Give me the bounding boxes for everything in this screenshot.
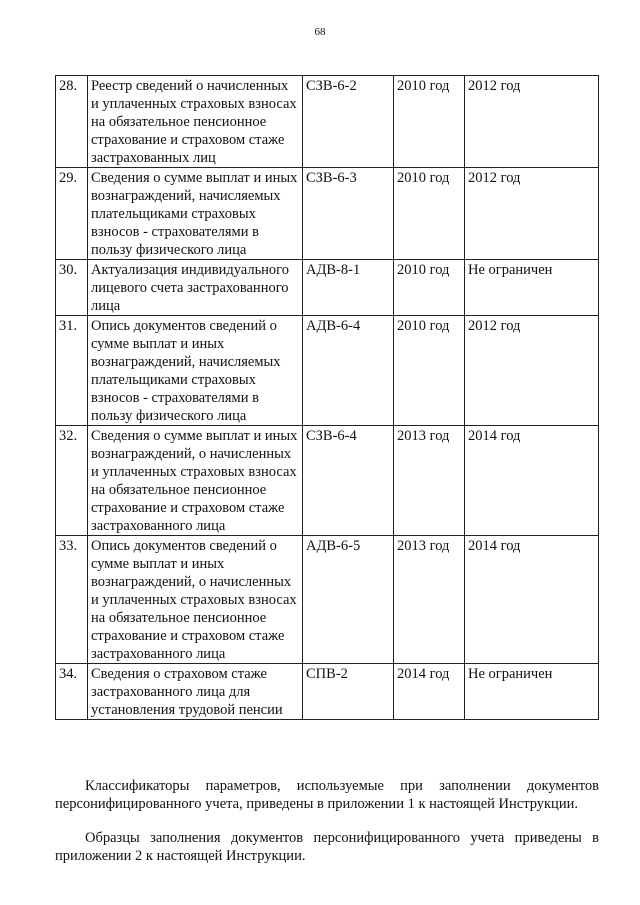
end-year: 2012 год <box>465 316 599 426</box>
start-year: 2010 год <box>394 76 465 168</box>
end-year: 2014 год <box>465 536 599 664</box>
form-code: СЗВ-6-2 <box>303 76 394 168</box>
table-row <box>56 168 599 260</box>
end-year: 2012 год <box>465 76 599 168</box>
form-code: СЗВ-6-3 <box>303 168 394 260</box>
start-year: 2010 год <box>394 316 465 426</box>
document-name: Сведения о сумме выплат и иных вознаграждений, о начисленных и уплаченных страховых взносах на обязательное пенсионное страхование и страховом стаже застрахованного лица <box>88 426 303 536</box>
document-name: Сведения о сумме выплат и иных вознаграждений, начисляемых плательщиками страховых взносов - страхователями в пользу физического лица <box>88 168 303 260</box>
document-table <box>55 75 599 720</box>
form-code: СПВ-2 <box>303 664 394 720</box>
classifiers-paragraph: Классификаторы параметров, используемые при заполнении документов персонифицированного учета, приведены в приложении 1 к настоящей Инструкции. <box>55 778 599 812</box>
end-year: 2014 год <box>465 426 599 536</box>
end-year: Не ограничен <box>465 664 599 720</box>
form-code: АДВ-6-5 <box>303 536 394 664</box>
row-number: 33. <box>56 536 88 664</box>
start-year: 2014 год <box>394 664 465 720</box>
form-code: АДВ-6-4 <box>303 316 394 426</box>
table-row <box>56 664 599 720</box>
table-row <box>56 426 599 536</box>
document-name: Сведения о страховом стаже застрахованного лица для установления трудовой пенсии <box>88 664 303 720</box>
document-name: Опись документов сведений о сумме выплат и иных вознаграждений, о начисленных и уплаченных страховых взносах на обязательное пенсионное страхование и страховом стаже застрахованного лица <box>88 536 303 664</box>
form-code: СЗВ-6-4 <box>303 426 394 536</box>
form-code: АДВ-8-1 <box>303 260 394 316</box>
row-number: 32. <box>56 426 88 536</box>
samples-paragraph: Образцы заполнения документов персонифицированного учета приведены в приложении 2 к настоящей Инструкции. <box>55 830 599 864</box>
end-year: Не ограничен <box>465 260 599 316</box>
row-number: 34. <box>56 664 88 720</box>
document-name: Реестр сведений о начисленных и уплаченных страховых взносах на обязательное пенсионное страхование и страховом стаже застрахованных лиц <box>88 76 303 168</box>
start-year: 2010 год <box>394 168 465 260</box>
row-number: 31. <box>56 316 88 426</box>
page-number: 68 <box>314 26 326 38</box>
document-name: Опись документов сведений о сумме выплат и иных вознаграждений, начисляемых плательщиками страховых взносов - страхователями в пользу физического лица <box>88 316 303 426</box>
row-number: 29. <box>56 168 88 260</box>
table-row <box>56 76 599 168</box>
end-year: 2012 год <box>465 168 599 260</box>
start-year: 2013 год <box>394 536 465 664</box>
document-name: Актуализация индивидуального лицевого счета застрахованного лица <box>88 260 303 316</box>
table-row <box>56 260 599 316</box>
start-year: 2010 год <box>394 260 465 316</box>
row-number: 28. <box>56 76 88 168</box>
table-row <box>56 536 599 664</box>
start-year: 2013 год <box>394 426 465 536</box>
table-row <box>56 316 599 426</box>
row-number: 30. <box>56 260 88 316</box>
